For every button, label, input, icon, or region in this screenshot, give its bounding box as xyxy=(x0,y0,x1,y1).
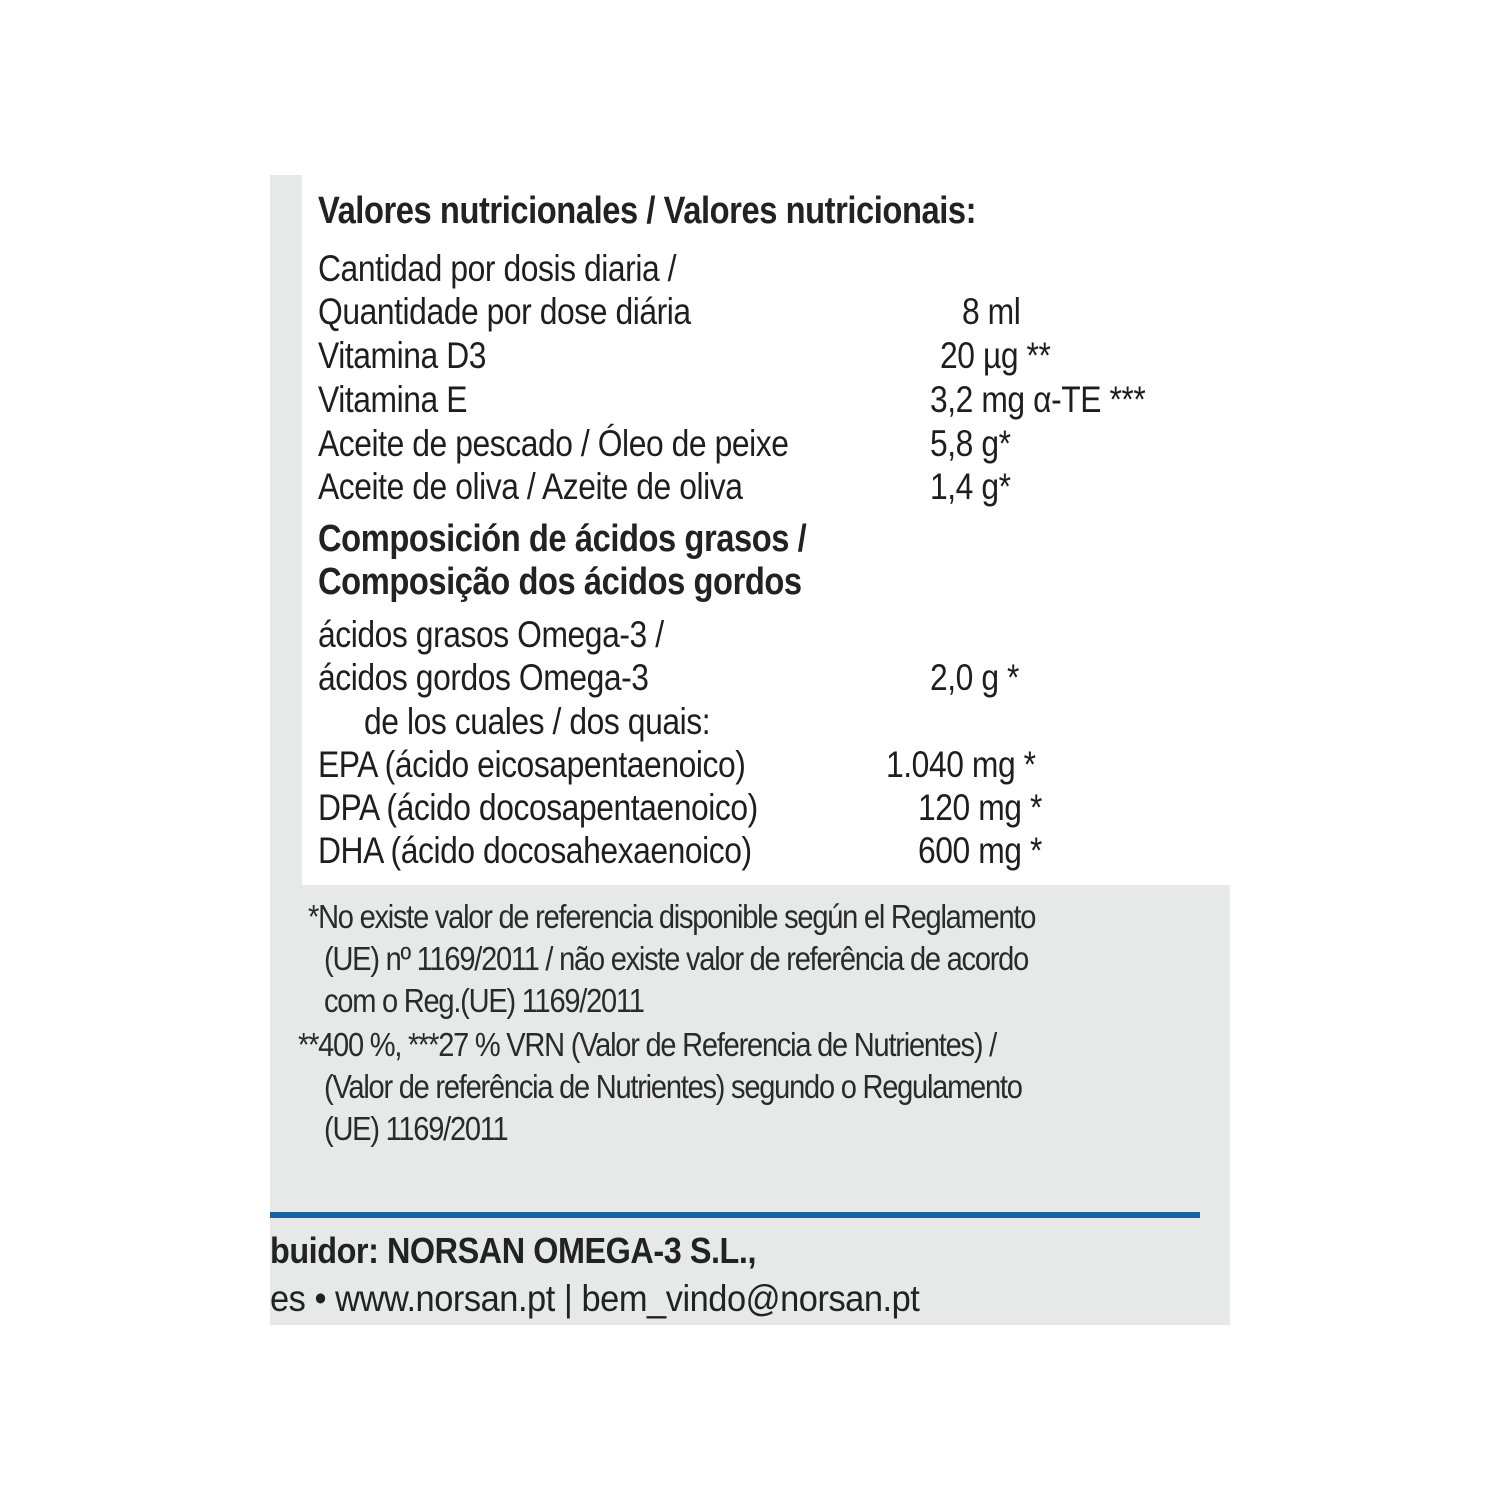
footnote-line: **400 %, ***27 % VRN (Valor de Referencia de Nutrientes) / xyxy=(298,1026,996,1063)
fatty-row-value: 2,0 g * xyxy=(930,657,1019,698)
nutrition-row-label: Vitamina D3 xyxy=(318,335,487,376)
nutrition-row-value: 20 µg ** xyxy=(940,335,1051,376)
fatty-row-value: 1.040 mg * xyxy=(886,744,1036,785)
fatty-row-label: EPA (ácido eicosapentaenoico) xyxy=(318,744,746,785)
nutrition-row-value: 1,4 g* xyxy=(930,466,1011,507)
footnote-line: (Valor de referência de Nutrientes) segundo o Regulamento xyxy=(324,1068,1022,1105)
contact-line: es • www.norsan.pt | bem_vindo@norsan.pt xyxy=(270,1278,920,1319)
nutrition-row-value: 5,8 g* xyxy=(930,423,1011,464)
fatty-row-value: 600 mg * xyxy=(918,830,1042,871)
nutrition-row-label: Aceite de pescado / Óleo de peixe xyxy=(318,423,789,464)
fatty-row-label: DHA (ácido docosahexaenoico) xyxy=(318,830,752,871)
fatty-row-label: ácidos gordos Omega-3 xyxy=(318,657,649,698)
fatty-row-label: DPA (ácido docosapentaenoico) xyxy=(318,787,758,828)
nutrition-row-value: 3,2 mg α-TE *** xyxy=(930,379,1146,420)
footnote-line: com o Reg.(UE) 1169/2011 xyxy=(324,982,644,1019)
nutrition-row-label: Cantidad por dosis diaria / xyxy=(318,248,677,289)
footnote-line: (UE) nº 1169/2011 / não existe valor de referência de acordo xyxy=(324,940,1029,977)
footnote-line: (UE) 1169/2011 xyxy=(324,1110,508,1147)
nutrition-row-label: Vitamina E xyxy=(318,379,467,420)
fatty-row-label: ácidos grasos Omega-3 / xyxy=(318,614,664,655)
nutrition-row-label: Aceite de oliva / Azeite de oliva xyxy=(318,466,743,507)
distributor-text: buidor: NORSAN OMEGA-3 S.L., xyxy=(270,1230,756,1271)
nutrition-title: Valores nutricionales / Valores nutricionais: xyxy=(318,190,977,232)
fatty-acids-heading: Composição dos ácidos gordos xyxy=(318,561,802,603)
nutrition-row-label: Quantidade por dose diária xyxy=(318,291,691,332)
footnote-line: *No existe valor de referencia disponible según el Reglamento xyxy=(308,898,1036,935)
fatty-acids-heading: Composición de ácidos grasos / xyxy=(318,518,807,560)
divider-line xyxy=(270,1212,1200,1218)
nutrition-row-value: 8 ml xyxy=(962,291,1021,332)
fatty-row-value: 120 mg * xyxy=(918,787,1042,828)
fatty-row-label: de los cuales / dos quais: xyxy=(364,701,711,742)
